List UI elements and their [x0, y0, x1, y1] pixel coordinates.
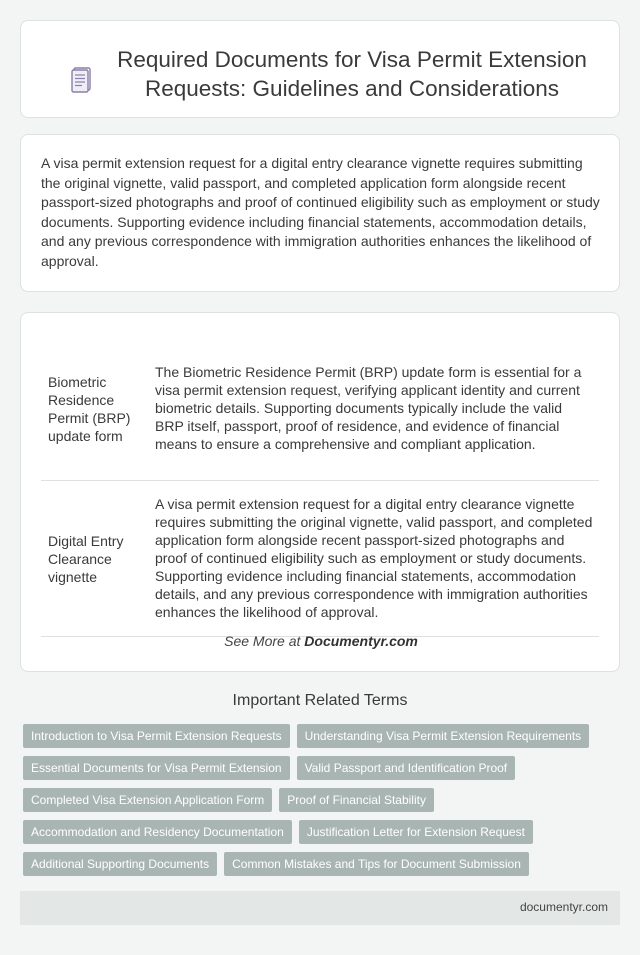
related-term-tag[interactable]: Justification Letter for Extension Request [299, 820, 533, 844]
related-term-tag[interactable]: Completed Visa Extension Application Form [23, 788, 272, 812]
related-term-tag[interactable]: Valid Passport and Identification Proof [297, 756, 516, 780]
see-more-site[interactable]: Documentyr.com [304, 633, 418, 649]
table-row [41, 480, 599, 636]
page-title: Required Documents for Visa Permit Extension Requests: Guidelines and Considerations [117, 47, 587, 101]
footer [20, 891, 620, 925]
related-terms-heading: Important Related Terms [232, 692, 408, 709]
document-icon [71, 67, 93, 93]
documents-table-card [20, 312, 620, 672]
related-term-tag[interactable]: Common Mistakes and Tips for Document Submission [224, 852, 529, 876]
table-row [41, 337, 599, 480]
see-more-prefix: See More at [224, 633, 301, 649]
table-description: The Biometric Residence Permit (BRP) update form is essential for a visa permit extension request, verifying applicant identity and current biometric details. Supporting documents typically include the valid BRP itself, passport, proof of residence, and evidence of financial means to ensure a comprehensive and compliant application. [149, 337, 599, 480]
related-term-tag[interactable]: Understanding Visa Permit Extension Requirements [297, 724, 590, 748]
footer-site-link[interactable]: documentyr.com [519, 900, 608, 914]
documents-table [41, 337, 599, 637]
tag-row [23, 724, 623, 748]
title-card [20, 20, 620, 118]
tag-row [23, 852, 623, 876]
tag-row [23, 756, 623, 780]
summary-text: A visa permit extension request for a digital entry clearance vignette requires submitting the original vignette, valid passport, and completed application form alongside recent passport-sized photographs and proof of continued eligibility such as employment or study documents. Supporting evidence including financial statements, accommodation details, and any previous correspondence with immigration authorities enhances the likelihood of approval. [41, 155, 600, 269]
tag-row [23, 788, 623, 812]
related-term-tag[interactable]: Introduction to Visa Permit Extension Requests [23, 724, 290, 748]
summary-card [20, 134, 620, 292]
see-more-link[interactable] [21, 633, 621, 649]
tag-row [23, 820, 623, 844]
related-term-tag[interactable]: Essential Documents for Visa Permit Extension [23, 756, 290, 780]
related-terms-list [23, 724, 623, 884]
table-term: Biometric Residence Permit (BRP) update form [41, 337, 149, 480]
related-term-tag[interactable]: Proof of Financial Stability [279, 788, 434, 812]
related-term-tag[interactable]: Additional Supporting Documents [23, 852, 217, 876]
table-term: Digital Entry Clearance vignette [41, 480, 149, 636]
table-description: A visa permit extension request for a digital entry clearance vignette requires submitting the original vignette, valid passport, and completed application form alongside recent passport-sized photographs and proof of continued eligibility such as employment or study documents. Supporting evidence including financial statements, accommodation details, and any previous correspondence with immigration authorities enhances the likelihood of approval. [149, 480, 599, 636]
related-term-tag[interactable]: Accommodation and Residency Documentation [23, 820, 292, 844]
